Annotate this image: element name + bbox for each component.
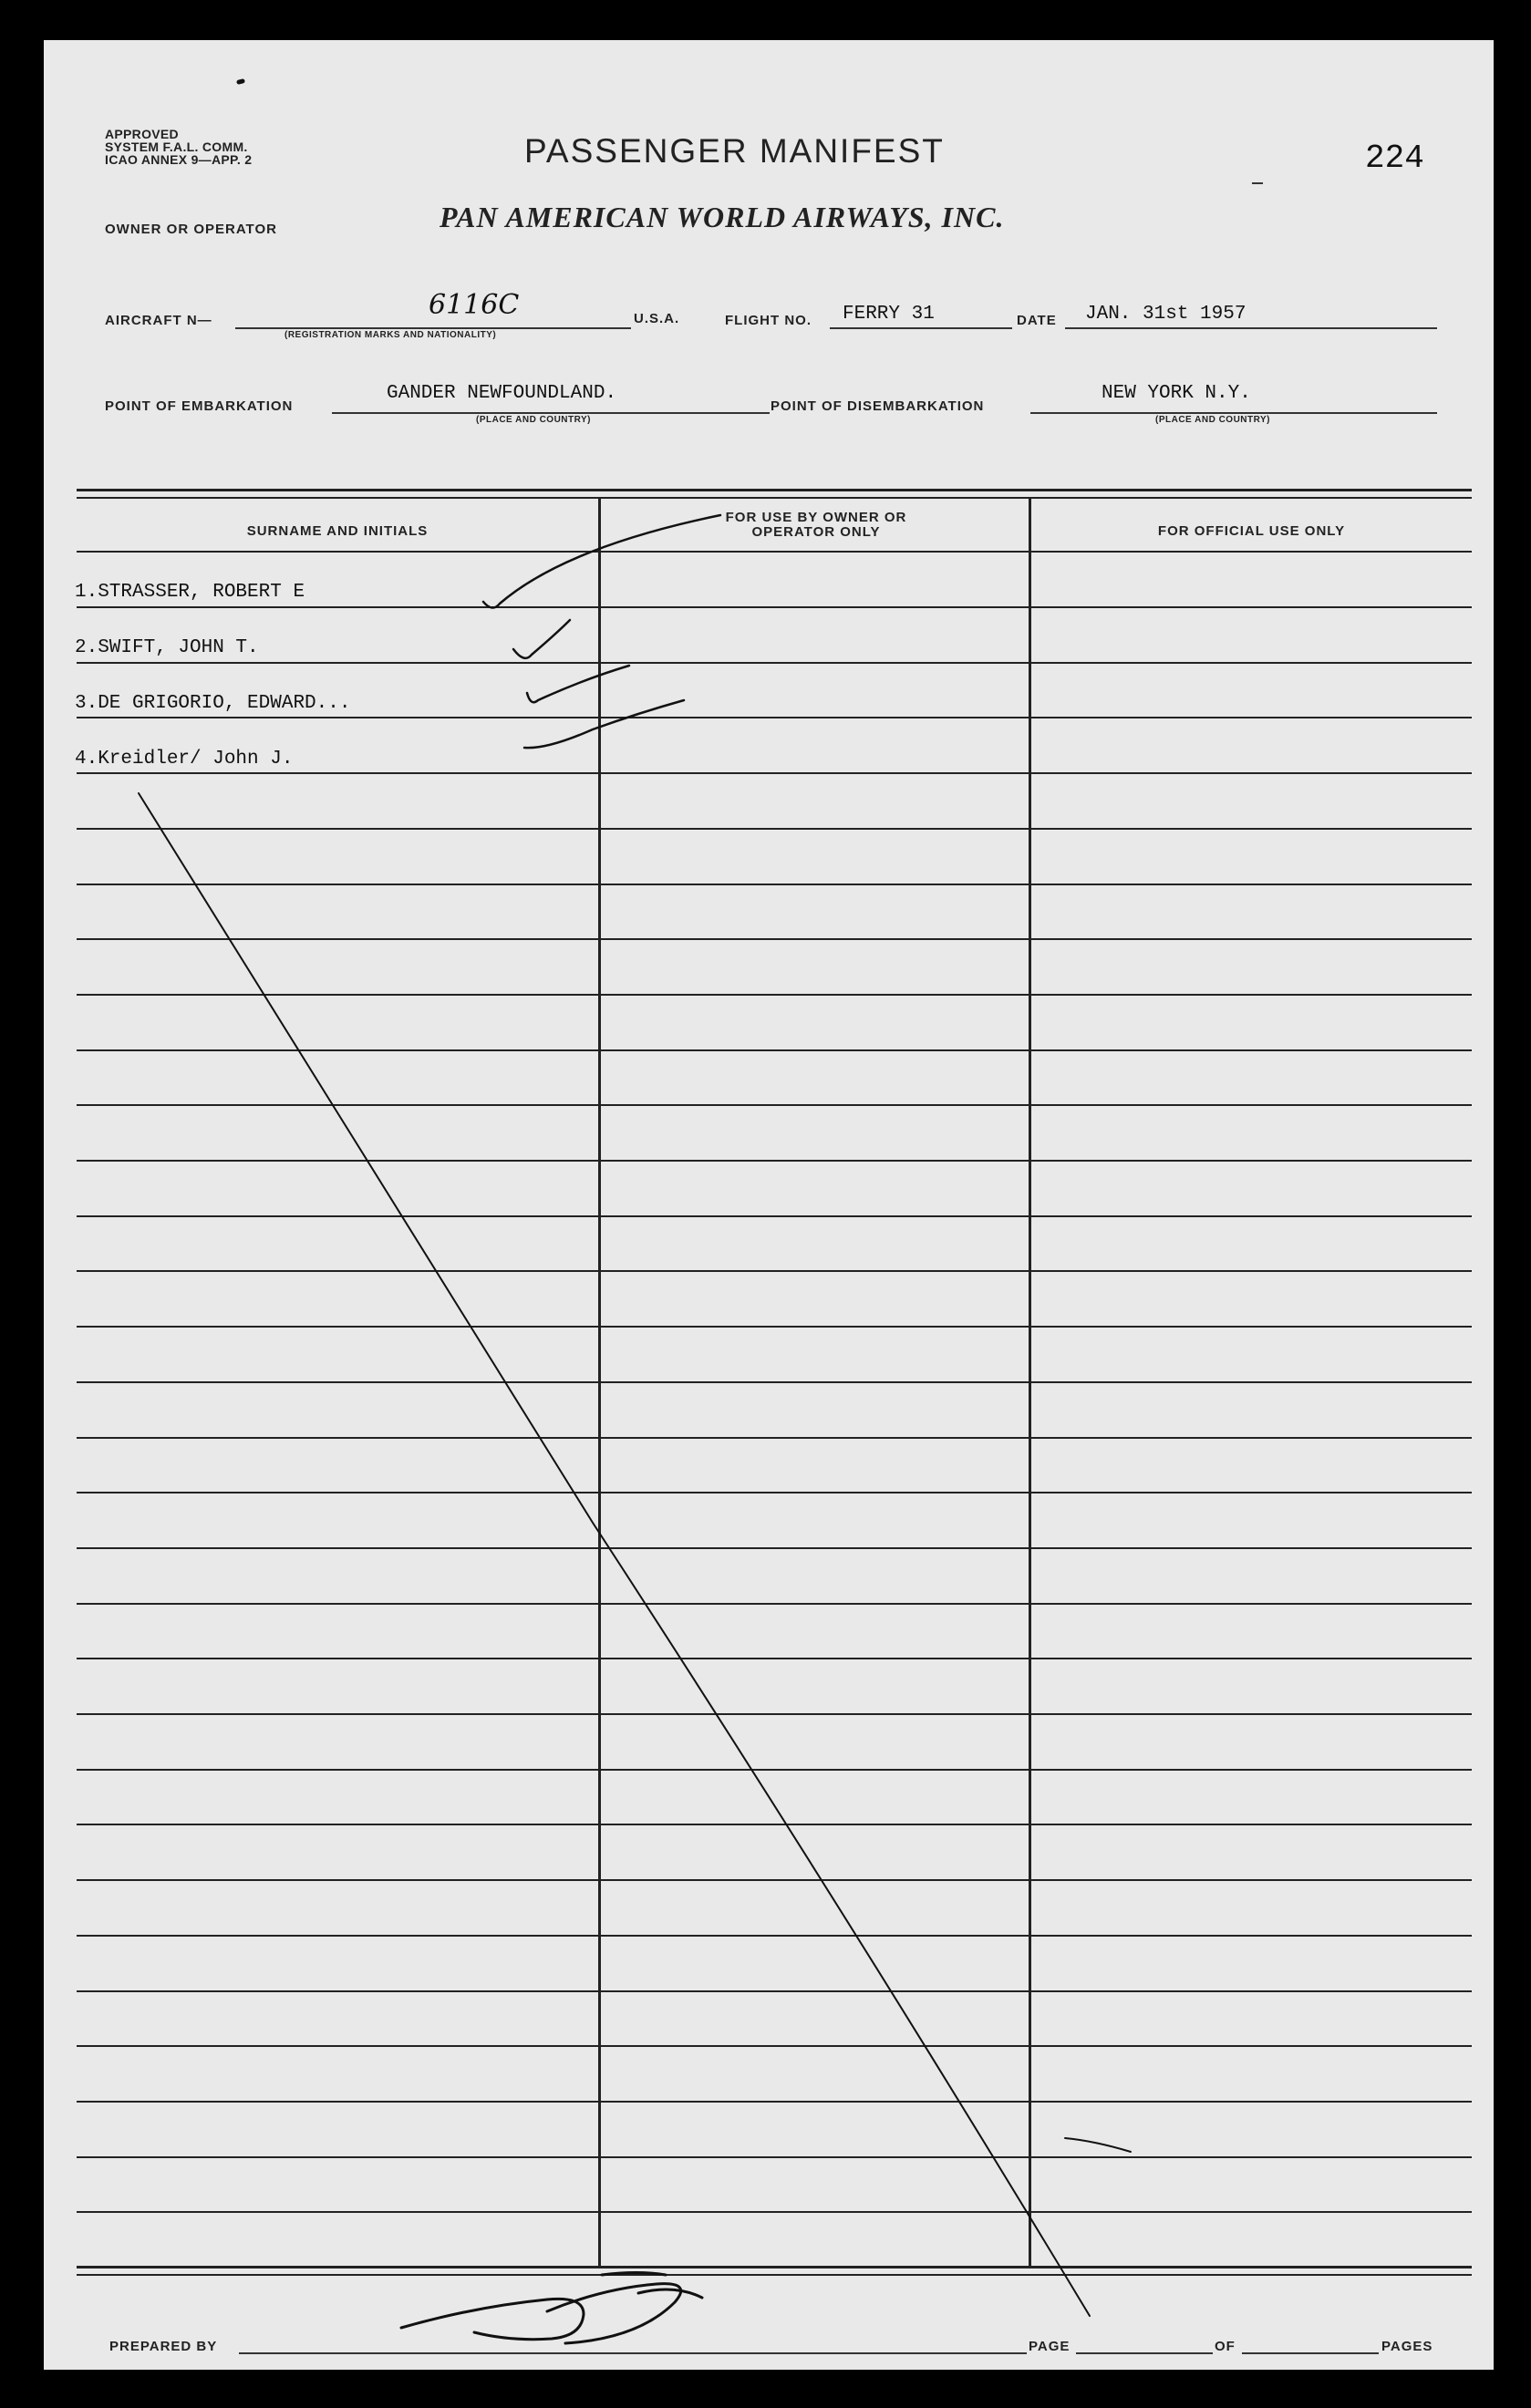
of-label: OF (1215, 2339, 1236, 2354)
embarkation-value: GANDER NEWFOUNDLAND. (387, 383, 617, 404)
column-header-surname: SURNAME AND INITIALS (246, 523, 429, 539)
disembarkation-caption: (PLACE AND COUNTRY) (1155, 415, 1270, 425)
aircraft-value: 6116C (429, 289, 520, 321)
nationality: U.S.A. (634, 311, 680, 326)
page-label: PAGE (1029, 2339, 1071, 2354)
page-title: PASSENGER MANIFEST (524, 132, 945, 170)
date-value: JAN. 31st 1957 (1085, 304, 1247, 325)
checkmark-4 (524, 700, 684, 748)
stray-mark (1065, 2138, 1131, 2152)
embarkation-label: POINT OF EMBARKATION (105, 398, 294, 414)
flight-label: FLIGHT NO. (725, 313, 812, 328)
approval-line-3: ICAO ANNEX 9—APP. 2 (105, 152, 253, 167)
approval-line-1: APPROVED (105, 127, 179, 141)
disembarkation-value: NEW YORK N.Y. (1102, 383, 1251, 404)
owner-value: PAN AMERICAN WORLD AIRWAYS, INC. (440, 201, 1005, 233)
page-number: 224 (1365, 140, 1424, 177)
owner-label: OWNER OR OPERATOR (105, 222, 277, 237)
aircraft-caption: (REGISTRATION MARKS AND NATIONALITY) (284, 330, 497, 340)
cancel-line (139, 793, 1090, 2316)
prepared-by-label: PREPARED BY (109, 2339, 218, 2354)
passenger-1: 1.STRASSER, ROBERT E (75, 582, 305, 603)
disembarkation-label: POINT OF DISEMBARKATION (771, 398, 985, 414)
checkmark-1 (483, 515, 720, 608)
checkmark-2 (513, 620, 570, 658)
signature (401, 2273, 702, 2344)
passenger-2: 2.SWIFT, JOHN T. (75, 637, 259, 658)
embarkation-caption: (PLACE AND COUNTRY) (476, 415, 591, 425)
column-header-official-use: FOR OFFICIAL USE ONLY (1157, 523, 1346, 539)
date-label: DATE (1017, 313, 1057, 328)
approval-line-2: SYSTEM F.A.L. COMM. (105, 140, 248, 154)
checkmark-3 (527, 666, 629, 702)
aircraft-label: AIRCRAFT N— (105, 313, 212, 328)
pages-label: PAGES (1381, 2339, 1433, 2354)
passenger-3: 3.DE GRIGORIO, EDWARD... (75, 693, 351, 714)
column-header-owner-use: FOR USE BY OWNER OR OPERATOR ONLY (725, 510, 907, 540)
passenger-4: 4.Kreidler/ John J. (75, 749, 294, 770)
flight-value: FERRY 31 (843, 304, 935, 325)
ink-dot (239, 81, 243, 82)
